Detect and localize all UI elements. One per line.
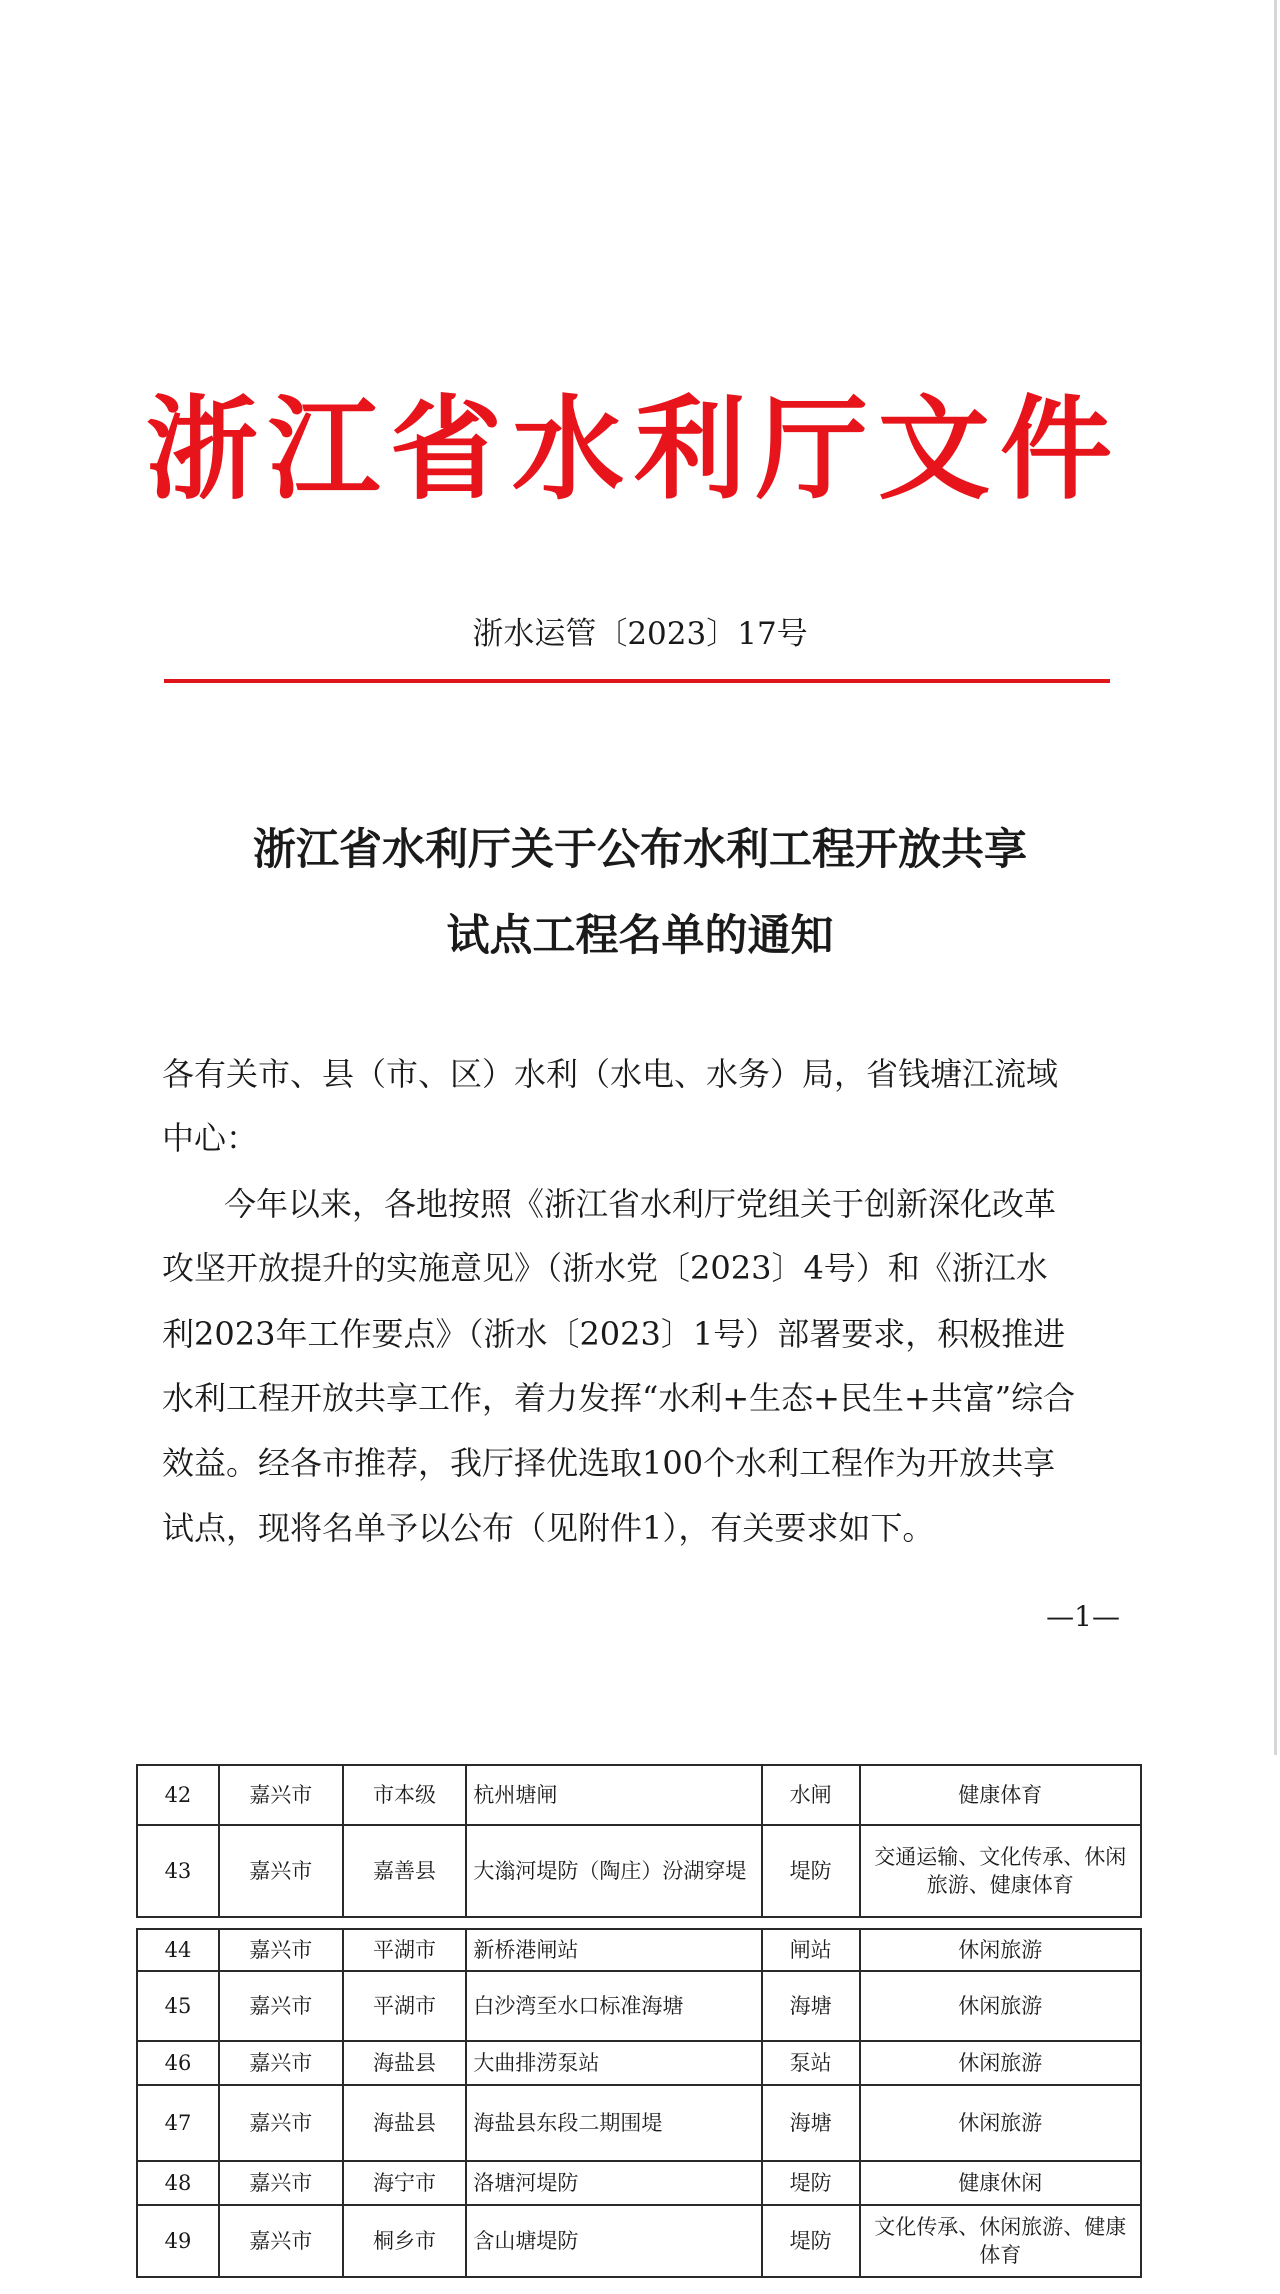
cell-function: 健康休闲 bbox=[860, 2161, 1141, 2205]
cell-no: 46 bbox=[137, 2041, 219, 2085]
cell-county: 海宁市 bbox=[343, 2161, 467, 2205]
cell-no: 45 bbox=[137, 1971, 219, 2041]
body-line: 攻坚开放提升的实施意见》（浙水党〔2023〕4号）和《浙江水 bbox=[162, 1249, 1048, 1287]
body-line: 利2023年工作要点》（浙水〔2023〕1号）部署要求，积极推进 bbox=[162, 1315, 1066, 1353]
table-row bbox=[137, 1825, 1141, 1917]
table-row bbox=[137, 2085, 1141, 2161]
notice-title-line-2: 试点工程名单的通知 bbox=[446, 911, 834, 961]
cell-type: 泵站 bbox=[762, 2041, 860, 2085]
cell-no: 43 bbox=[137, 1825, 219, 1917]
cell-function: 交通运输、文化传承、休闲旅游、健康体育 bbox=[860, 1825, 1141, 1917]
table-row bbox=[137, 1971, 1141, 2041]
cell-project: 杭州塘闸 bbox=[466, 1765, 761, 1825]
body-line: 今年以来，各地按照《浙江省水利厅党组关于创新深化改革 bbox=[224, 1185, 1057, 1223]
cell-project: 洛塘河堤防 bbox=[466, 2161, 761, 2205]
cell-county: 海盐县 bbox=[343, 2041, 467, 2085]
red-divider bbox=[164, 679, 1110, 683]
cell-no: 48 bbox=[137, 2161, 219, 2205]
cell-type: 海塘 bbox=[762, 2085, 860, 2161]
cell-type: 闸站 bbox=[762, 1929, 860, 1971]
cell-function: 文化传承、休闲旅游、健康体育 bbox=[860, 2205, 1141, 2277]
cell-no: 42 bbox=[137, 1765, 219, 1825]
cell-county: 市本级 bbox=[343, 1765, 467, 1825]
table-row bbox=[137, 2041, 1141, 2085]
cell-city: 嘉兴市 bbox=[219, 2041, 343, 2085]
table-row bbox=[137, 1765, 1141, 1825]
cell-no: 44 bbox=[137, 1929, 219, 1971]
cell-city: 嘉兴市 bbox=[219, 1971, 343, 2041]
cell-county: 平湖市 bbox=[343, 1971, 467, 2041]
cell-no: 49 bbox=[137, 2205, 219, 2277]
cell-county: 海盐县 bbox=[343, 2085, 467, 2161]
cell-type: 堤防 bbox=[762, 2161, 860, 2205]
project-table-bottom bbox=[136, 1928, 1142, 2278]
cell-project: 新桥港闸站 bbox=[466, 1929, 761, 1971]
table-row bbox=[137, 1929, 1141, 1971]
cell-project: 含山塘堤防 bbox=[466, 2205, 761, 2277]
body-line: 中心： bbox=[162, 1119, 259, 1157]
cell-county: 嘉善县 bbox=[343, 1825, 467, 1917]
cell-type: 水闸 bbox=[762, 1765, 860, 1825]
document-number: 浙水运管〔2023〕17号 bbox=[472, 616, 808, 652]
cell-county: 桐乡市 bbox=[343, 2205, 467, 2277]
cell-type: 海塘 bbox=[762, 1971, 860, 2041]
cell-project: 大滃河堤防（陶庄）汾湖穿堤 bbox=[466, 1825, 761, 1917]
cell-city: 嘉兴市 bbox=[219, 1929, 343, 1971]
cell-type: 堤防 bbox=[762, 1825, 860, 1917]
cell-city: 嘉兴市 bbox=[219, 1825, 343, 1917]
body-line: 各有关市、县（市、区）水利（水电、水务）局，省钱塘江流域 bbox=[162, 1055, 1059, 1093]
cell-function: 健康体育 bbox=[860, 1765, 1141, 1825]
cell-no: 47 bbox=[137, 2085, 219, 2161]
cell-project: 大曲排涝泵站 bbox=[466, 2041, 761, 2085]
notice-title-line-1: 浙江省水利厅关于公布水利工程开放共享 bbox=[253, 825, 1027, 875]
cell-function: 休闲旅游 bbox=[860, 2041, 1141, 2085]
page-number: —1— bbox=[1046, 1600, 1120, 1633]
cell-city: 嘉兴市 bbox=[219, 2085, 343, 2161]
cell-function: 休闲旅游 bbox=[860, 1929, 1141, 1971]
masthead-title: 浙江省水利厅文件 bbox=[146, 384, 1122, 515]
body-line: 试点，现将名单予以公布（见附件1），有关要求如下。 bbox=[162, 1509, 935, 1547]
table-row bbox=[137, 2161, 1141, 2205]
cell-function: 休闲旅游 bbox=[860, 2085, 1141, 2161]
cell-city: 嘉兴市 bbox=[219, 2161, 343, 2205]
table-row bbox=[137, 2205, 1141, 2277]
cell-project: 海盐县东段二期围堤 bbox=[466, 2085, 761, 2161]
cell-city: 嘉兴市 bbox=[219, 1765, 343, 1825]
cell-project: 白沙湾至水口标准海塘 bbox=[466, 1971, 761, 2041]
cell-city: 嘉兴市 bbox=[219, 2205, 343, 2277]
body-line: 水利工程开放共享工作，着力发挥“水利+生态+民生+共富”综合 bbox=[162, 1379, 1076, 1417]
project-table-top bbox=[136, 1764, 1142, 1918]
cell-type: 堤防 bbox=[762, 2205, 860, 2277]
body-line: 效益。经各市推荐，我厅择优选取100个水利工程作为开放共享 bbox=[162, 1444, 1056, 1482]
cell-function: 休闲旅游 bbox=[860, 1971, 1141, 2041]
cell-county: 平湖市 bbox=[343, 1929, 467, 1971]
